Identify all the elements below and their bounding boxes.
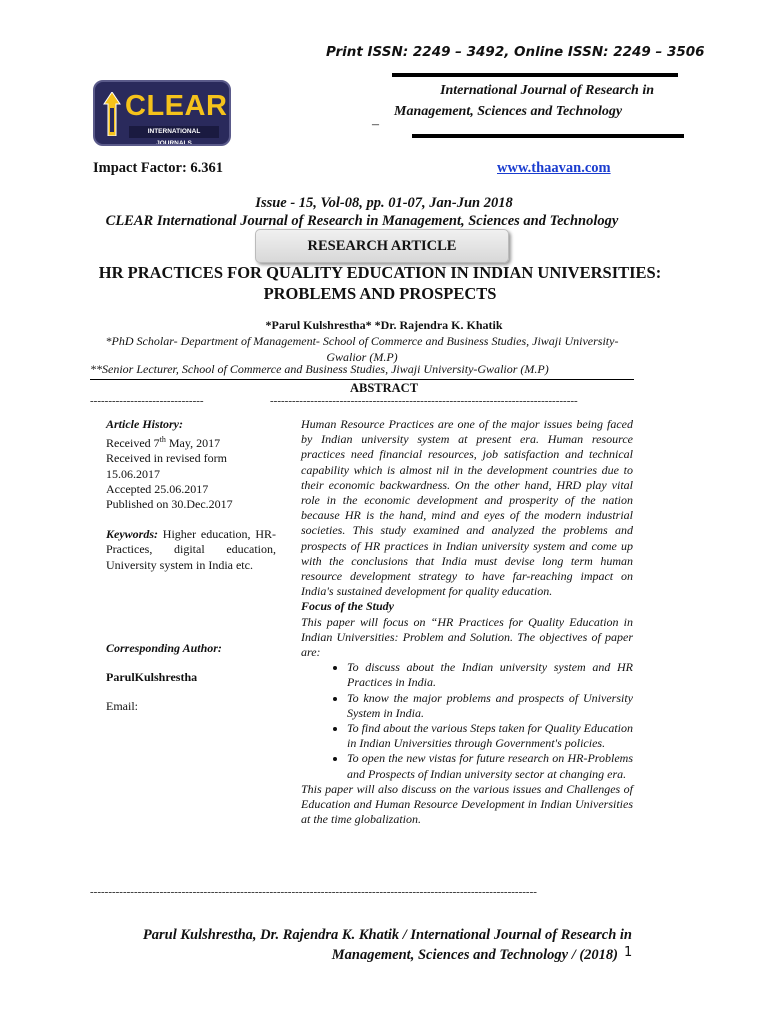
- abstract-body: [301, 417, 633, 827]
- abstract-text: Human Resource Practices are one of the major issues being faced by Indian university system at present era. Human resource practices need financial resources, job satisfaction and technical capability which is almost nil in the development countries due to their economic backwardness. On the other hand, HRD play vital role in the economic development and prosperity of the nation because HR is the hand, mind and eyes of the modern industrial societies. This study examined and analyzed the problems and prospects of HR practices in Indian university system and come up with the conclusions that India must devise long term human resource development strategy to have far-reaching impact on India's sustained development for quality education.: [301, 417, 633, 599]
- list-item: • To know the major problems and prospects of University System in India.: [347, 691, 633, 721]
- keywords: [106, 527, 276, 573]
- header-rule-top: [392, 73, 678, 77]
- impact-factor: Impact Factor: 6.361: [93, 160, 224, 176]
- logo-tagline: INTERNATIONAL JOURNALS: [129, 126, 219, 138]
- abstract-heading: ABSTRACT: [349, 381, 419, 395]
- pen-icon: [103, 92, 121, 136]
- history-label: Article History:: [106, 417, 183, 431]
- list-item: • To find about the various Steps taken for Quality Education in Indian Universities through Government's policies.: [347, 721, 633, 751]
- article-type-badge: RESEARCH ARTICLE: [255, 229, 509, 263]
- revised-date: 15.06.2017: [106, 466, 160, 481]
- focus-intro: This paper will focus on “HR Practices for Quality Education in Indian Universities: Problem and Solution. The objectives of paper are:: [301, 614, 633, 660]
- accepted-date: Accepted 25.06.2017: [106, 481, 209, 496]
- logo-word: CLEAR: [125, 90, 228, 122]
- corresponding-author-label: Corresponding Author:: [106, 640, 222, 655]
- header-rule-bottom: [412, 134, 684, 138]
- issue-info: [0, 194, 768, 230]
- article-authors: *Parul Kulshrestha* *Dr. Rajendra K. Khatik: [265, 318, 503, 332]
- journal-header-line2: Management, Sciences and Technology: [394, 104, 623, 119]
- clear-logo: [93, 80, 231, 146]
- footer-dash-rule: --------------------------------------------------------------------------------------------------------------------------: [90, 886, 537, 898]
- journal-header: [394, 80, 654, 122]
- section-divider: [90, 379, 634, 380]
- issn-line: Print ISSN: 2249 – 3492, Online ISSN: 2249 – 3506: [326, 44, 705, 60]
- revised-label: Received in revised form: [106, 451, 227, 466]
- email-label: Email:: [106, 699, 138, 714]
- dash-mark: –: [372, 117, 379, 132]
- published-date: Published on 30.Dec.2017: [106, 497, 233, 512]
- keywords-text: Higher education, HR- Practices, digital education, University system in India etc.: [106, 527, 276, 572]
- article-sidebar: [106, 417, 276, 714]
- website-link[interactable]: www.thaavan.com: [497, 160, 611, 176]
- affiliation-1: *PhD Scholar- Department of Management- School of Commerce and Business Studies, Jiwaji University-Gwalior (M.P): [105, 334, 619, 364]
- issue-line1: Issue - 15, Vol-08, pp. 01-07, Jan-Jun 2018: [255, 195, 513, 211]
- keywords-label: Keywords:: [106, 527, 158, 542]
- closing-text: This paper will also discuss on the various issues and Challenges of Education and Human Resource Development in Indian Universities at the time globalization.: [301, 781, 633, 827]
- corresponding-author-name: ParulKulshrestha: [106, 670, 198, 685]
- citation-line2: Management, Sciences and Technology / (2018): [331, 947, 618, 963]
- list-item: • To discuss about the Indian university system and HR Practices in India.: [347, 660, 633, 690]
- list-item: • To open the new vistas for future research on HR-Problems and Prospects of Indian university sector at changing era.: [347, 751, 633, 781]
- affiliation-2: **Senior Lecturer, School of Commerce and Business Studies, Jiwaji University-Gwalior (M.P): [90, 362, 549, 376]
- left-dash-rule: -------------------------------: [90, 395, 204, 407]
- objectives-list: [301, 660, 633, 782]
- focus-heading: Focus of the Study: [301, 599, 395, 614]
- right-dash-rule: ------------------------------------------------------------------------------------: [270, 395, 578, 407]
- received-date: Received 7th May, 2017: [106, 435, 221, 451]
- article-title: HR PRACTICES FOR QUALITY EDUCATION IN INDIAN UNIVERSITIES: PROBLEMS AND PROSPECTS: [98, 263, 662, 303]
- journal-header-line1: International Journal of Research in: [440, 83, 654, 98]
- page-number: 1: [624, 945, 633, 960]
- footer-citation: [110, 925, 632, 965]
- citation-line1: Parul Kulshrestha, Dr. Rajendra K. Khatik / International Journal of Research in: [142, 927, 632, 943]
- issue-line2: CLEAR International Journal of Research in Management, Sciences and Technology: [105, 213, 619, 229]
